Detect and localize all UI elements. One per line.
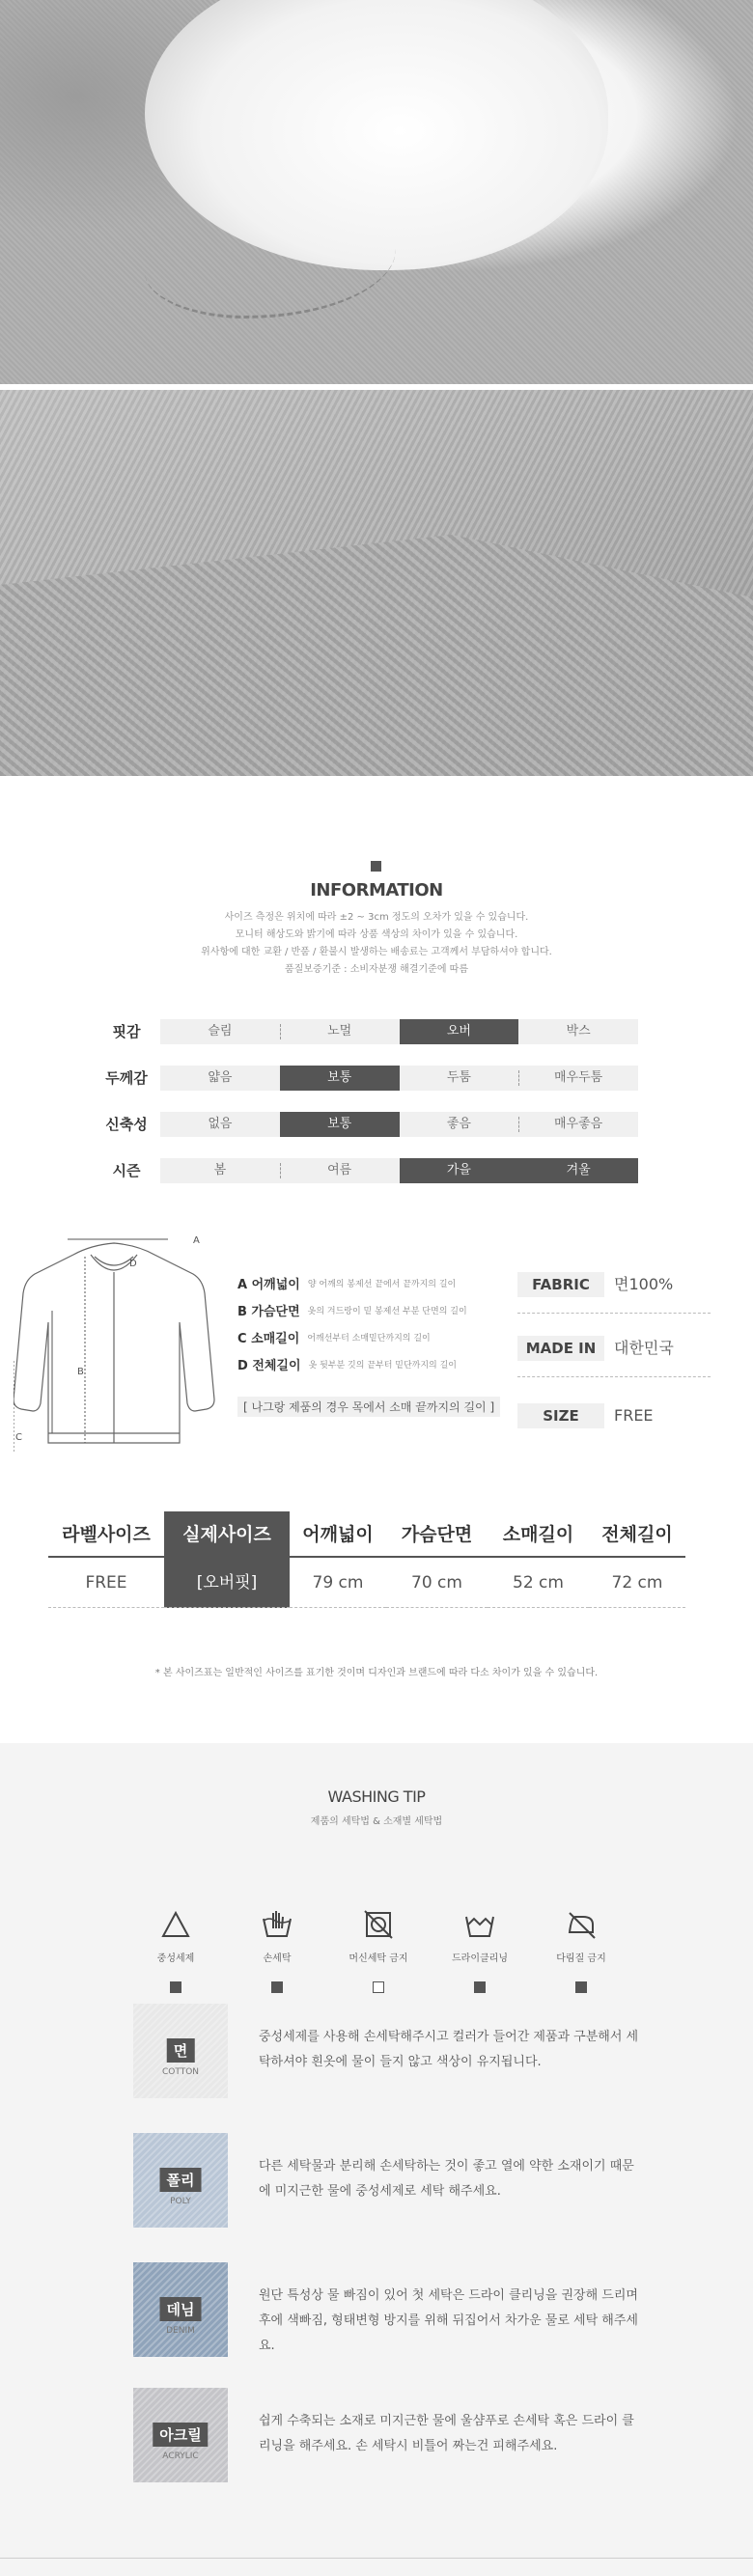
fabric-care-text: 다른 세탁물과 분리해 손세탁하는 것이 좋고 열에 약한 소재이기 때문에 미지근한 물에 중성세제로 세탁 해주세요. [259,2159,634,2199]
measurement-key: D 전체길이 [237,1358,301,1373]
fabric-care-acrylic [133,2388,635,2484]
fabric-name-en: COTTON [161,2067,200,2077]
attribute-label: 핏감 [112,1023,141,1040]
spec-label: FABRIC [517,1272,604,1297]
size-table-header-cell: 가슴단면 [386,1511,488,1558]
size-table-row [48,1558,685,1643]
fabric-name: 데님 [160,2297,202,2321]
size-table-cell: 70 cm [386,1558,488,1608]
washing-subtitle: 제품의 세탁법 & 소재별 세탁법 [310,1816,443,1827]
size-table-cell: FREE [48,1558,164,1608]
washing-icon-label: 머신세탁 금지 [349,1953,408,1964]
washing-icon-item [229,1907,325,1993]
spec-value: 면100% [614,1275,674,1293]
ribbed-hem-shape [0,535,753,776]
attribute-option: 매우좋음 [518,1112,638,1137]
information-marker [371,861,381,872]
size-table-header [48,1511,685,1558]
attribute-option: 가을 [400,1158,519,1183]
washing-check-mark [575,1981,587,1993]
spec-size [517,1403,711,1428]
fabric-name: 폴리 [160,2168,202,2192]
fabric-care-denim [133,2262,638,2359]
attribute-options [160,1066,638,1091]
attribute-label: 신축성 [105,1116,148,1133]
size-table-header-cell: 실제사이즈 [164,1511,290,1558]
spec-label: MADE IN [517,1336,604,1361]
product-photo-ribbed-hem [0,390,753,776]
size-table-header-cell: 어깨넓이 [290,1511,386,1558]
information-note: 사이즈 측정은 위치에 따라 ±2 ~ 3cm 정도의 오차가 있을 수 있습니다. [224,912,529,923]
size-table [48,1511,685,1643]
spec-made-in [517,1336,711,1361]
attribute-options [160,1112,638,1137]
attribute-option: 좋음 [446,1117,471,1131]
attribute-option: 봄 [213,1163,227,1177]
washing-icon-label: 드라이클리닝 [452,1953,508,1964]
measurement-desc: 어깨선부터 소매밑단까지의 길이 [307,1333,431,1343]
bottom-divider [0,2558,753,2559]
attribute-option: 겨울 [518,1158,638,1183]
measurement-key: A 어깨넓이 [237,1277,300,1292]
attribute-row-elasticity [93,1112,643,1137]
fabric-care-text: 원단 특성상 물 빠짐이 있어 첫 세탁은 드라이 클리닝을 권장해 드리며 후에 색빠짐, 형태변형 방지를 위해 뒤집어서 차가운 물로 세탁 해주세요. [259,2288,638,2353]
information-note: 모니터 해상도와 밝기에 따라 상품 색상의 차이가 있을 수 있습니다. [235,929,518,940]
spec-divider [517,1376,711,1377]
information-notes [0,909,753,979]
size-table-cell: 79 cm [290,1558,386,1608]
measurement-desc: 옷 뒷부분 깃의 끝부터 밑단까지의 길이 [308,1360,457,1371]
spec-fabric [517,1272,711,1297]
fabric-care-text: 중성세제를 사용해 손세탁해주시고 컬러가 들어간 제품과 구분해서 세탁하셔야 흰옷에 물이 들지 않고 색상이 유지됩니다. [259,2030,639,2069]
washing-icon-item [330,1907,427,1993]
washing-icon-item [432,1907,528,1993]
washing-check-mark [170,1981,181,1993]
diagram-label-b: B [77,1367,84,1377]
washing-check-mark [474,1981,486,1993]
dry-clean-icon [462,1907,497,1942]
fabric-swatch [133,2262,228,2357]
measurement-list [237,1269,498,1377]
spec-value: FREE [614,1406,654,1425]
neutral-detergent-icon [158,1907,193,1942]
attribute-option: 박스 [566,1024,591,1039]
raglan-measurement-note: [ 나그랑 제품의 경우 목에서 소매 끝까지의 길이 ] [237,1397,500,1417]
attribute-options [160,1019,638,1044]
diagram-label-c: C [15,1432,22,1443]
attribute-option: 여름 [280,1158,400,1183]
measurement-item [237,1269,498,1296]
hand-wash-icon [260,1907,294,1942]
fabric-swatch [133,2133,228,2228]
spec-value: 대한민국 [614,1339,674,1357]
attribute-label: 시즌 [112,1162,141,1179]
fabric-swatch [133,2388,228,2482]
attribute-option: 슬림 [208,1024,233,1039]
washing-check-mark [271,1981,283,1993]
fabric-care-cotton [133,2004,639,2100]
attribute-option: 두툼 [446,1070,471,1085]
attribute-row-thickness [93,1066,643,1091]
measurement-desc: 옷의 겨드랑이 밑 봉제선 부분 단면의 길이 [307,1306,467,1316]
fabric-name-en: ACRYLIC [162,2451,199,2461]
measurement-desc: 양 어깨의 봉제선 끝에서 끝까지의 길이 [307,1279,457,1289]
spec-divider [517,1313,711,1314]
diagram-label-a: A [193,1235,200,1246]
size-table-cell: 72 cm [589,1558,685,1608]
attribute-option: 보통 [280,1066,400,1091]
washing-icon-label: 다림질 금지 [556,1953,606,1964]
fabric-name-en: DENIM [166,2326,195,2336]
diagram-label-d: D [129,1259,137,1269]
fabric-name: 면 [167,2038,195,2063]
information-title: INFORMATION [310,880,443,900]
fabric-name-en: POLY [170,2197,191,2206]
fabric-name: 아크릴 [153,2423,208,2447]
attribute-option: 매우두툼 [518,1066,638,1091]
washing-check-mark [373,1981,384,1993]
garment-measurement-diagram [14,1235,226,1453]
attribute-option: 노멀 [280,1019,400,1044]
measurement-item [237,1296,498,1323]
fabric-swatch [133,2004,228,2098]
size-table-cell: 52 cm [488,1558,589,1608]
spec-label: SIZE [517,1403,604,1428]
size-table-cell: [오버핏] 95~100 [164,1558,290,1608]
size-table-header-cell: 전체길이 [589,1511,685,1558]
size-table-header-cell: 소매길이 [488,1511,589,1558]
information-note: 품질보증기준 : 소비자분쟁 해결기준에 따름 [285,964,468,975]
washing-icon-list [127,1907,629,1993]
attribute-option: 보통 [280,1112,400,1137]
attribute-label: 두께감 [105,1069,148,1087]
product-photo-fleece-cuff [0,0,753,384]
washing-icon-label: 중성세제 [156,1953,195,1964]
fabric-care-text: 쉽게 수축되는 소재로 미지근한 물에 울샴푸로 손세탁 혹은 드라이 클리닝을 해주세요. 손 세탁시 비틀어 짜는건 피해주세요. [259,2414,634,2453]
measurement-item [237,1323,498,1350]
size-footnote: * 본 사이즈표는 일반적인 사이즈를 표기한 것이며 디자인과 브랜드에 따라 다소 차이가 있을 수 있습니다. [154,1668,599,1678]
attribute-row-fit [93,1019,643,1044]
washing-title: WASHING TIP [327,1787,426,1806]
measurement-item [237,1350,498,1377]
attribute-option: 얇음 [208,1070,233,1085]
measurement-key: B 가슴단면 [237,1304,300,1319]
attribute-row-season [93,1158,643,1183]
washing-icon-item [127,1907,224,1993]
size-table-header-cell: 라벨사이즈 [48,1511,164,1558]
fabric-care-poly [133,2133,635,2230]
cuff-stitch-line [145,203,396,319]
information-note: 위사항에 대한 교환 / 반품 / 환불시 발생하는 배송료는 고객께서 부담하셔야 합니다. [201,947,552,957]
attribute-option: 오버 [400,1019,519,1044]
no-iron-icon [564,1907,599,1942]
attribute-option: 없음 [208,1117,233,1131]
no-machine-wash-icon [361,1907,396,1942]
attribute-options [160,1158,638,1183]
washing-icon-item [533,1907,629,1993]
washing-icon-label: 손세탁 [263,1953,292,1964]
measurement-key: C 소매길이 [237,1331,300,1346]
